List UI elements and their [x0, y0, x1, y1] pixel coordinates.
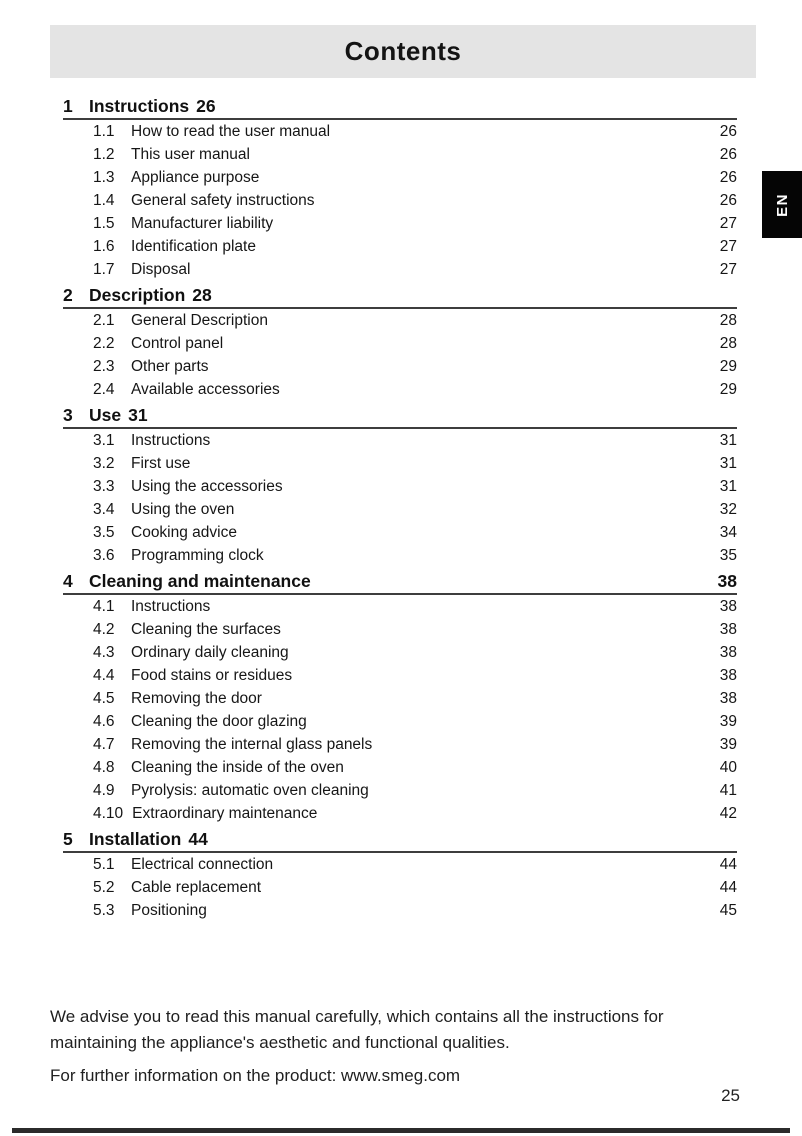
item-number: 2.4	[93, 381, 115, 398]
item-page: 27	[719, 215, 737, 232]
item-title: Appliance purpose	[131, 169, 260, 186]
item-number: 4.4	[93, 667, 115, 684]
item-number: 2.3	[93, 358, 115, 375]
item-page: 31	[719, 478, 737, 495]
item-title: Pyrolysis: automatic oven cleaning	[131, 782, 369, 799]
page-title: Contents	[344, 36, 462, 66]
item-page: 40	[719, 759, 737, 776]
item-page: 28	[719, 312, 737, 329]
toc-item	[63, 332, 737, 355]
item-page: 31	[719, 432, 737, 449]
item-number: 3.3	[93, 478, 115, 495]
item-title: Food stains or residues	[131, 667, 293, 684]
item-title: First use	[131, 455, 191, 472]
bottom-bar	[12, 1128, 790, 1133]
toc-item	[63, 212, 737, 235]
item-page: 45	[719, 902, 737, 919]
toc-item	[63, 618, 737, 641]
item-title: How to read the user manual	[131, 123, 331, 140]
item-page: 44	[719, 879, 737, 896]
item-number: 2.2	[93, 335, 115, 352]
section-inline-page: 26	[196, 96, 216, 116]
item-title: Electrical connection	[131, 856, 274, 873]
item-page: 27	[719, 261, 737, 278]
footer-product-info: For further information on the product: www.smeg.com	[50, 1066, 461, 1085]
toc-section-heading	[63, 569, 737, 593]
item-title: Available accessories	[131, 381, 280, 398]
item-number: 5.1	[93, 856, 115, 873]
toc-item	[63, 378, 737, 401]
section-inline-page: 44	[188, 829, 208, 849]
footer-note	[50, 1004, 712, 1089]
toc-item	[63, 641, 737, 664]
toc-item	[63, 120, 737, 143]
section-number: 2	[63, 285, 73, 305]
footer-advice-text: We advise you to read this manual carefully, which contains all the instructions for maintaining the appliance's aesthetic and functional qualities.	[50, 1007, 664, 1052]
item-page: 38	[719, 644, 737, 661]
item-title: Cleaning the door glazing	[131, 713, 307, 730]
item-title: This user manual	[131, 146, 250, 163]
item-number: 2.1	[93, 312, 115, 329]
item-title: Disposal	[131, 261, 191, 278]
toc-item	[63, 756, 737, 779]
item-page: 31	[719, 455, 737, 472]
toc-item	[63, 876, 737, 899]
item-title: Instructions	[131, 598, 211, 615]
item-page: 28	[719, 335, 737, 352]
item-number: 4.6	[93, 713, 115, 730]
item-page: 38	[719, 667, 737, 684]
toc-item	[63, 899, 737, 922]
item-number: 3.2	[93, 455, 115, 472]
item-number: 1.2	[93, 146, 115, 163]
item-title: Instructions	[131, 432, 211, 449]
toc-section-heading	[63, 283, 737, 307]
section-number: 4	[63, 571, 73, 591]
item-number: 5.3	[93, 902, 115, 919]
toc-item	[63, 733, 737, 756]
item-title: Cable replacement	[131, 879, 262, 896]
toc-item	[63, 687, 737, 710]
item-title: Control panel	[131, 335, 224, 352]
item-number: 5.2	[93, 879, 115, 896]
item-page: 44	[719, 856, 737, 873]
section-page: 38	[717, 571, 737, 591]
toc-item	[63, 235, 737, 258]
page-number: 25	[721, 1086, 740, 1105]
item-title: Using the accessories	[131, 478, 283, 495]
section-title: Installation	[89, 829, 182, 849]
item-number: 4.3	[93, 644, 115, 661]
section-number: 5	[63, 829, 73, 849]
toc-item	[63, 189, 737, 212]
toc-item	[63, 166, 737, 189]
item-number: 4.5	[93, 690, 115, 707]
item-number: 1.6	[93, 238, 115, 255]
toc-item	[63, 595, 737, 618]
language-tab	[762, 171, 802, 238]
toc-item	[63, 143, 737, 166]
toc-item	[63, 258, 737, 281]
item-number: 1.3	[93, 169, 115, 186]
header-bar	[50, 25, 756, 78]
item-page: 38	[719, 598, 737, 615]
toc-section-heading	[63, 403, 737, 427]
item-number: 1.1	[93, 123, 115, 140]
toc-section-heading	[63, 94, 737, 118]
toc-item	[63, 429, 737, 452]
item-number: 1.4	[93, 192, 115, 209]
toc-item	[63, 521, 737, 544]
item-title: Positioning	[131, 902, 207, 919]
item-number: 3.4	[93, 501, 115, 518]
item-page: 26	[719, 169, 737, 186]
item-number: 4.7	[93, 736, 115, 753]
item-title: Removing the internal glass panels	[131, 736, 373, 753]
item-title: Manufacturer liability	[131, 215, 274, 232]
item-title: Other parts	[131, 358, 209, 375]
item-page: 29	[719, 358, 737, 375]
item-title: General safety instructions	[131, 192, 315, 209]
item-page: 26	[719, 146, 737, 163]
item-number: 1.5	[93, 215, 115, 232]
item-title: Using the oven	[131, 501, 235, 518]
toc-item	[63, 452, 737, 475]
item-number: 1.7	[93, 261, 115, 278]
item-number: 3.6	[93, 547, 115, 564]
item-number: 4.10	[93, 805, 124, 822]
item-title: Identification plate	[131, 238, 256, 255]
toc-item	[63, 710, 737, 733]
section-inline-page: 28	[192, 285, 212, 305]
item-page: 34	[719, 524, 737, 541]
toc-item	[63, 779, 737, 802]
item-number: 3.1	[93, 432, 115, 449]
section-title: Description	[89, 285, 186, 305]
item-page: 39	[719, 713, 737, 730]
item-page: 26	[719, 192, 737, 209]
item-page: 26	[719, 123, 737, 140]
item-title: Programming clock	[131, 547, 264, 564]
section-number: 1	[63, 96, 73, 116]
toc-item	[63, 802, 737, 825]
item-title: Cooking advice	[131, 524, 237, 541]
item-page: 32	[719, 501, 737, 518]
section-number: 3	[63, 405, 73, 425]
item-page: 41	[719, 782, 737, 799]
item-page: 35	[719, 547, 737, 564]
item-title: Removing the door	[131, 690, 262, 707]
item-number: 4.9	[93, 782, 115, 799]
item-page: 39	[719, 736, 737, 753]
toc-item	[63, 355, 737, 378]
item-title: Extraordinary maintenance	[132, 805, 318, 822]
table-of-contents	[63, 92, 737, 922]
language-tab-label: EN	[773, 192, 791, 217]
item-page: 27	[719, 238, 737, 255]
item-page: 42	[719, 805, 737, 822]
item-title: General Description	[131, 312, 268, 329]
toc-item	[63, 853, 737, 876]
toc-item	[63, 664, 737, 687]
toc-item	[63, 309, 737, 332]
section-inline-page: 31	[128, 405, 148, 425]
item-title: Ordinary daily cleaning	[131, 644, 289, 661]
toc-section-heading	[63, 827, 737, 851]
item-title: Cleaning the inside of the oven	[131, 759, 344, 776]
item-page: 38	[719, 690, 737, 707]
item-page: 38	[719, 621, 737, 638]
item-number: 4.8	[93, 759, 115, 776]
section-title: Cleaning and maintenance	[89, 571, 311, 591]
item-page: 29	[719, 381, 737, 398]
item-number: 4.2	[93, 621, 115, 638]
item-number: 3.5	[93, 524, 115, 541]
item-number: 4.1	[93, 598, 115, 615]
toc-item	[63, 544, 737, 567]
toc-item	[63, 498, 737, 521]
toc-item	[63, 475, 737, 498]
item-title: Cleaning the surfaces	[131, 621, 281, 638]
section-title: Instructions	[89, 96, 190, 116]
section-title: Use	[89, 405, 122, 425]
